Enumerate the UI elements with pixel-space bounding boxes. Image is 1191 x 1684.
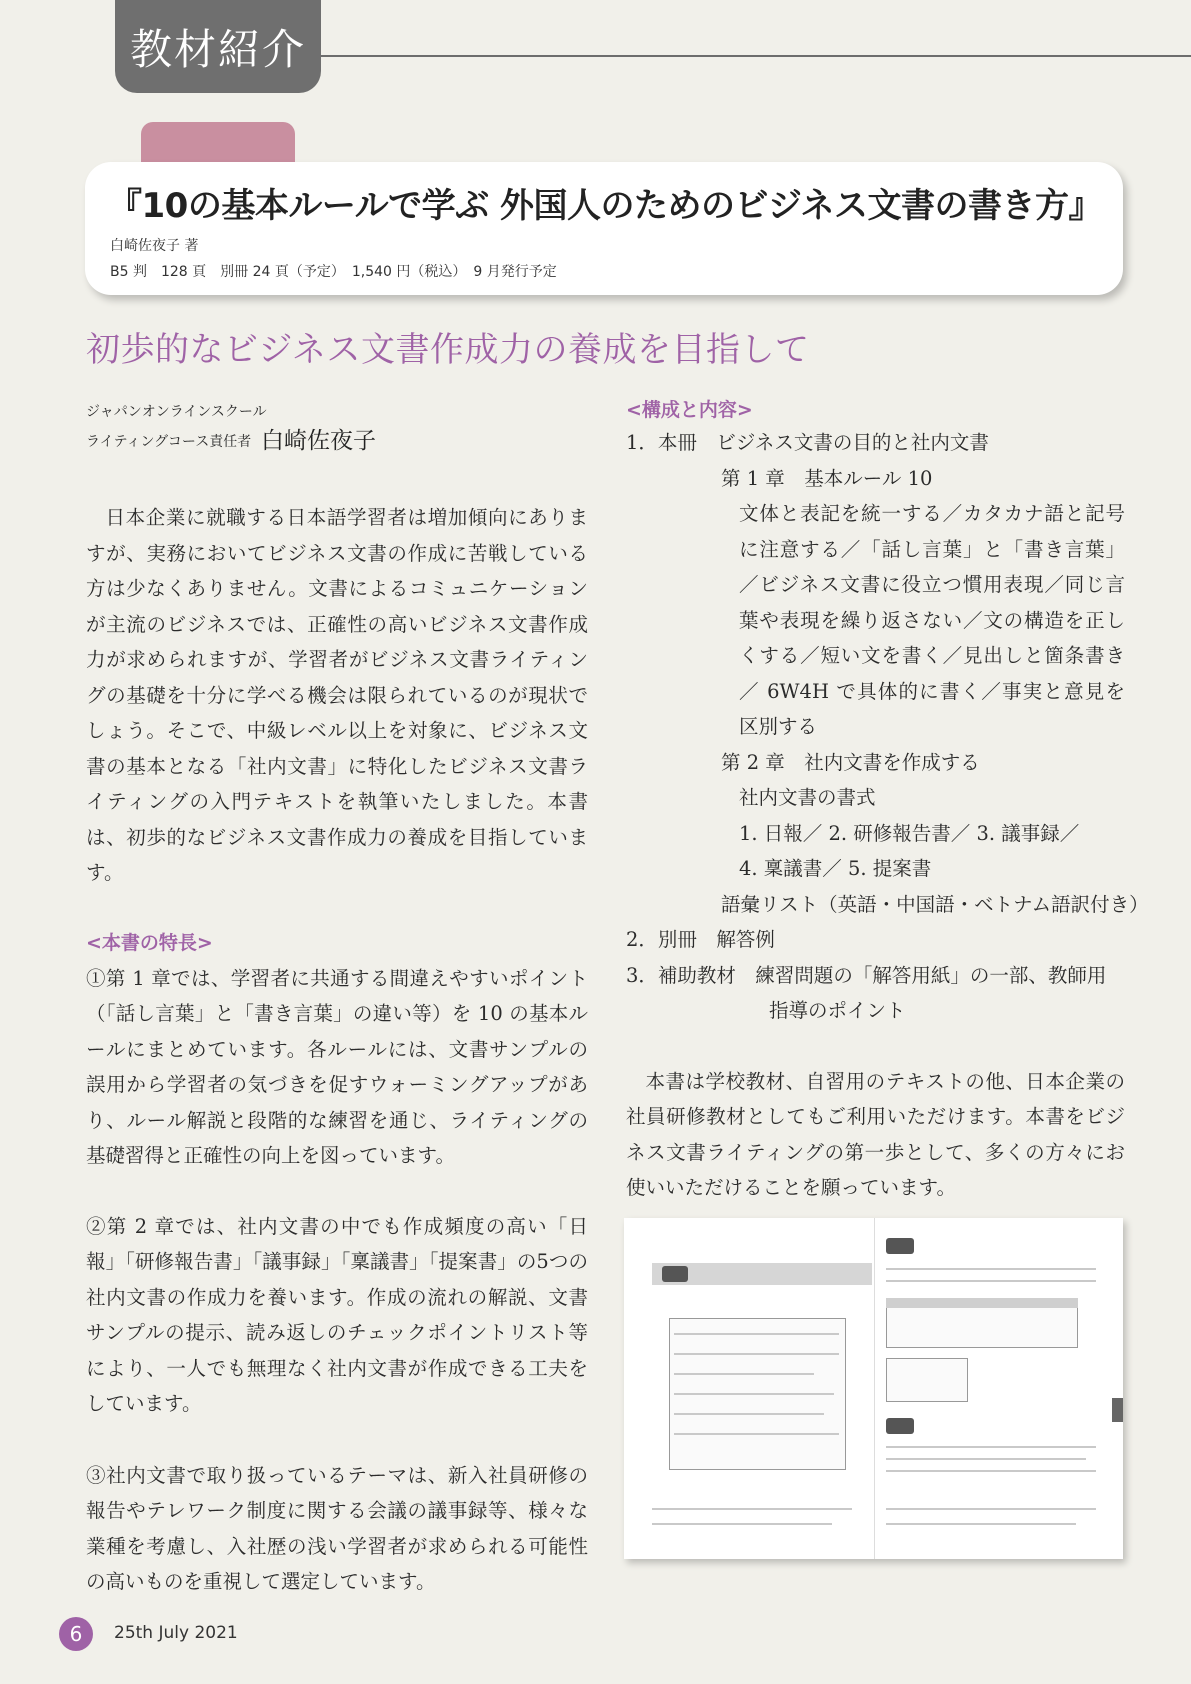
sample-line <box>674 1413 824 1415</box>
right-column <box>626 395 1149 1206</box>
sample-line <box>886 1470 1096 1472</box>
book-spec: B5 判 128 頁 別冊 24 頁（予定） 1,540 円（税込） 9 月発行予定 <box>110 264 557 280</box>
left-column <box>86 500 588 1600</box>
sample-line <box>652 1523 832 1525</box>
sample-table-header <box>886 1298 1078 1308</box>
sample-line <box>674 1333 839 1335</box>
sample-line <box>886 1446 1096 1448</box>
sample-point-badge-1 <box>886 1238 914 1254</box>
sample-line <box>674 1353 839 1355</box>
section-label: 教材紹介 <box>129 24 306 74</box>
book-info-card <box>85 162 1123 295</box>
sample-page-image <box>624 1218 1123 1559</box>
section-tab <box>115 0 321 93</box>
sample-line <box>886 1508 1096 1510</box>
closing-paragraph: 本書は学校教材、自習用のテキストの他、日本企業の社員研修教材としてもご利用いただけます。本書をビジネス文書ライティングの第一歩として、多くの方々にお使いいただけることを願っています。 <box>626 1069 1125 1199</box>
toc-chapter-2-sub: 社内文書の書式 <box>739 786 876 809</box>
sample-line <box>674 1373 814 1375</box>
spread-fold <box>874 1218 875 1559</box>
sample-rule-badge <box>662 1266 688 1282</box>
sample-line <box>886 1458 1086 1460</box>
contents-heading: <構成と内容> <box>626 399 753 421</box>
toc-main-volume: 1．本冊 ビジネス文書の目的と社内文書 <box>626 431 989 454</box>
toc-vocab-list: 語彙リスト（英語・中国語・ベトナム語訳付き） <box>721 892 1149 916</box>
book-title: 『10の基本ルールで学ぶ 外国人のためのビジネス文書の書き方』 <box>108 186 1102 226</box>
toc-appendix: 2．別冊 解答例 <box>626 928 775 951</box>
article-headline: 初歩的なビジネス文書作成力の養成を目指して <box>86 330 810 370</box>
issue-date: 25th July 2021 <box>114 1623 238 1643</box>
byline-organization: ジャパンオンラインスクール <box>86 404 267 420</box>
toc-chapter-2: 第 2 章 社内文書を作成する <box>721 750 980 774</box>
sample-line <box>674 1433 839 1435</box>
toc-chapter-2-list-a: 1. 日報／ 2. 研修報告書／ 3. 議事録／ <box>739 821 1080 845</box>
toc-chapter-1: 第 1 章 基本ルール 10 <box>721 466 933 490</box>
sample-line <box>886 1268 1096 1270</box>
feature-item-3: ③社内文書で取り扱っているテーマは、新入社員研修の報告やテレワーク制度に関する会議の議事録等、様々な業種を考慮し、入社歴の浅い学習者が求められる可能性の高いものを重視して選定しています。 <box>86 1463 588 1593</box>
feature-item-2: ②第 2 章では、社内文書の中でも作成頻度の高い「日報」「研修報告書」「議事録」「稟議書」「提案書」の5つの社内文書の作成力を養います。作成の流れの解説、文書サンプルの提示、読み返しのチェックポイントリスト等により、一人でも無理なく社内文書が作成できる工夫をしています。 <box>86 1214 588 1415</box>
toc-aux-materials: 3．補助教材 練習問題の「解答用紙」の一部、教師用指導のポイント <box>626 963 1107 1022</box>
byline-role: ライティングコース責任者 <box>86 434 252 450</box>
sample-table-2 <box>886 1358 968 1402</box>
header-rule <box>321 55 1191 57</box>
byline-name: 白崎佐夜子 <box>261 428 376 454</box>
toc-chapter-2-list-b: 4. 稟議書／ 5. 提案書 <box>739 857 932 880</box>
book-author: 白崎佐夜子 著 <box>110 238 199 254</box>
features-heading: <本書の特長> <box>86 931 213 954</box>
intro-paragraph: 日本企業に就職する日本語学習者は増加傾向にありますが、実務においてビジネス文書の作成に苦戦している方は少なくありません。文書によるコミュニケーションが主流のビジネスでは、正確性の高いビジネス文書作成力が求められますが、学習者がビジネス文書ライティングの基礎を十分に学べる機会は限られているのが現状でしょう。そこで、中級レベル以上を対象に、ビジネス文書の基本となる「社内文書」に特化したビジネス文書ライティングの入門テキストを執筆いたしました。本書は、初歩的なビジネス文書作成力の養成を目指しています。 <box>86 506 588 884</box>
sample-side-tab <box>1112 1398 1123 1422</box>
sample-line <box>886 1280 1096 1282</box>
toc-chapter-1-detail: 文体と表記を統一する／カタカナ語と記号に注意する／「話し言葉」と「書き言葉」／ビジネス文書に役立つ慣用表現／同じ言葉や表現を繰り返さない／文の構造を正しくする／短い文を書く／見出しと箇条書き／ 6W4H で具体的に書く／事実と意見を区別する <box>739 502 1125 738</box>
sample-line <box>674 1393 834 1395</box>
page-number-badge <box>59 1617 93 1651</box>
page-number: 6 <box>69 1622 83 1646</box>
sample-point-badge-2 <box>886 1418 914 1434</box>
sample-line <box>652 1508 852 1510</box>
sample-line <box>886 1523 1076 1525</box>
feature-item-1: ①第 1 章では、学習者に共通する間違えやすいポイント（「話し言葉」と「書き言葉」の違い等）を 10 の基本ルールにまとめています。各ルールには、文書サンプルの誤用から学習者の気づきを促すウォーミングアップがあり、ルール解説と段階的な練習を通じ、ライティングの基礎習得と正確性の向上を図っています。 <box>86 966 588 1167</box>
